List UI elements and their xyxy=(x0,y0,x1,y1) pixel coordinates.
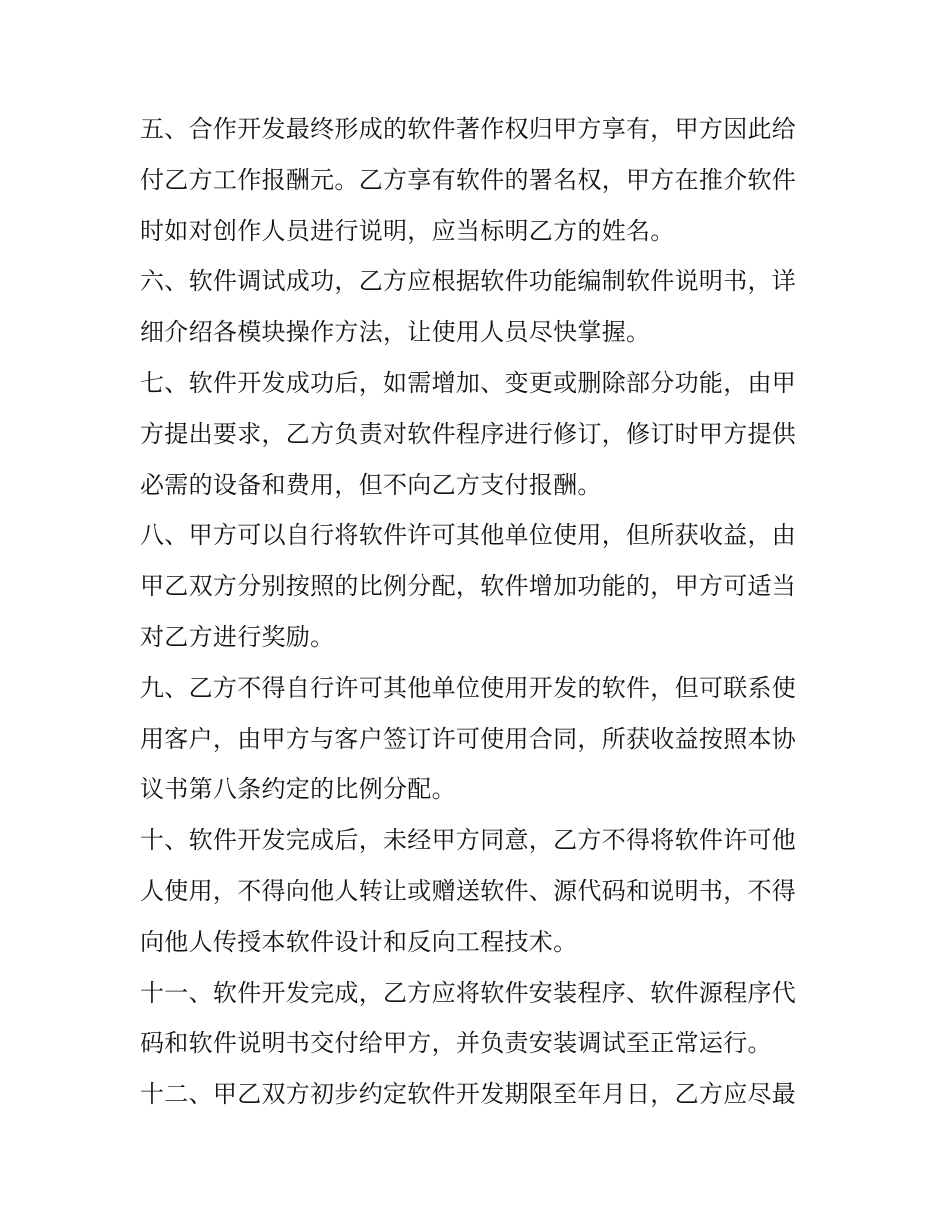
text-line: 六、软件调试成功，乙方应根据软件功能编制软件说明书，详 xyxy=(140,267,797,296)
clause-10 xyxy=(140,815,820,967)
text-line: 十一、软件开发完成，乙方应将软件安装程序、软件源程序代 xyxy=(140,978,797,1007)
clause-7 xyxy=(140,358,820,510)
text-line: 九、乙方不得自行许可其他单位使用开发的软件，但可联系使 xyxy=(140,673,797,702)
text-line: 十二、甲乙双方初步约定软件开发期限至年月日，乙方应尽最 xyxy=(140,1080,797,1109)
text-line: 甲乙双方分别按照的比例分配，软件增加功能的，甲方可适当 xyxy=(140,572,797,601)
text-line: 方提出要求，乙方负责对软件程序进行修订，修订时甲方提供 xyxy=(140,419,797,448)
text-line: 用客户，由甲方与客户签订许可使用合同，所获收益按照本协 xyxy=(140,724,797,753)
clause-5 xyxy=(140,104,820,256)
clause-8 xyxy=(140,510,820,662)
text-line: 细介绍各模块操作方法，让使用人员尽快掌握。 xyxy=(140,318,651,347)
text-line: 向他人传授本软件设计和反向工程技术。 xyxy=(140,927,578,956)
clause-11 xyxy=(140,968,820,1070)
text-line: 必需的设备和费用，但不向乙方支付报酬。 xyxy=(140,470,602,499)
text-line: 八、甲方可以自行将软件许可其他单位使用，但所获收益，由 xyxy=(140,521,797,550)
text-line: 付乙方工作报酬元。乙方享有软件的署名权，甲方在推介软件 xyxy=(140,165,797,194)
clause-9 xyxy=(140,663,820,815)
clause-6 xyxy=(140,256,820,358)
text-line: 时如对创作人员进行说明，应当标明乙方的姓名。 xyxy=(140,216,675,245)
text-line: 码和软件说明书交付给甲方，并负责安装调试至正常运行。 xyxy=(140,1029,772,1058)
text-line: 五、合作开发最终形成的软件著作权归甲方享有，甲方因此给 xyxy=(140,115,797,143)
text-line: 十、软件开发完成后，未经甲方同意，乙方不得将软件许可他 xyxy=(140,826,797,855)
clause-12 xyxy=(140,1069,820,1120)
text-line: 议书第八条约定的比例分配。 xyxy=(140,775,456,804)
text-line: 对乙方进行奖励。 xyxy=(140,622,335,651)
text-line: 人使用，不得向他人转让或赠送软件、源代码和说明书，不得 xyxy=(140,876,797,905)
document-body xyxy=(140,104,820,1120)
text-line: 七、软件开发成功后，如需增加、变更或删除部分功能，由甲 xyxy=(140,368,797,397)
